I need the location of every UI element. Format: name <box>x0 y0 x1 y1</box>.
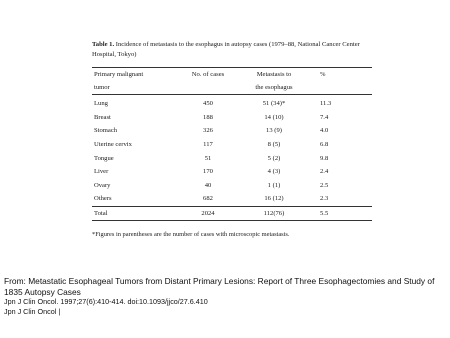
tumor-cell: Uterine cervix <box>94 141 132 149</box>
metastasis-cell: 14 (10) <box>264 113 284 121</box>
autopsy-metastasis-table <box>92 67 372 221</box>
cases-cell: 682 <box>203 195 213 203</box>
percent-cell: 4.0 <box>320 127 329 135</box>
cases-cell: 40 <box>204 181 212 189</box>
cases-cell: 117 <box>203 141 213 149</box>
percent-cell: 5.5 <box>310 206 372 221</box>
table-header-row <box>92 68 372 82</box>
metastasis-cell: 1 (1) <box>267 181 281 189</box>
header-cell: % <box>310 68 372 82</box>
table-row <box>92 124 372 138</box>
table-figure <box>92 40 372 238</box>
table-caption <box>92 40 372 59</box>
table-caption-label: Table 1. <box>92 41 115 48</box>
table-row <box>92 95 372 111</box>
percent-cell: 11.3 <box>320 100 332 108</box>
tumor-cell: Lung <box>94 100 108 108</box>
source-title: From: Metastatic Esophageal Tumors from Distant Primary Lesions: Report of Three Esophagectomies and Study of 1835 Autopsy Cases <box>4 276 435 297</box>
header-cell: Metastasis to <box>238 68 310 82</box>
header-cell: Primary malignant <box>92 68 178 82</box>
cases-cell: 450 <box>203 100 213 108</box>
tumor-cell: Total <box>92 206 178 221</box>
header-cell: tumor <box>92 81 178 95</box>
table-row <box>92 151 372 165</box>
metastasis-cell: 13 (9) <box>266 127 282 135</box>
percent-cell: 7.4 <box>320 113 329 121</box>
metastasis-cell: 112(76) <box>238 206 310 221</box>
source-citation <box>4 276 444 317</box>
percent-cell: 2.4 <box>320 168 329 176</box>
tumor-cell: Breast <box>94 113 111 121</box>
tumor-cell: Liver <box>94 168 109 176</box>
header-cell <box>310 81 372 95</box>
metastasis-cell: 51 (34)* <box>262 100 286 108</box>
table-row <box>92 165 372 179</box>
metastasis-cell: 8 (5) <box>267 141 281 149</box>
table-caption-text: Incidence of metastasis to the esophagus in autopsy cases (1979–88, National Cancer Center Hospital, Tokyo) <box>92 41 360 58</box>
metastasis-cell: 5 (2) <box>267 154 281 162</box>
cases-cell: 170 <box>203 168 213 176</box>
metastasis-cell: 16 (12) <box>264 195 284 203</box>
header-cell: the esophagus <box>238 81 310 95</box>
cases-cell: 51 <box>204 154 212 162</box>
tumor-cell: Ovary <box>94 181 111 189</box>
percent-cell: 2.5 <box>320 181 329 189</box>
percent-cell: 2.3 <box>320 195 329 203</box>
metastasis-cell: 4 (3) <box>267 168 281 176</box>
header-cell <box>178 81 238 95</box>
header-cell: No. of cases <box>178 68 238 82</box>
source-reference: Jpn J Clin Oncol. 1997;27(6):410-414. doi:10.1093/jjco/27.6.410 <box>4 297 208 307</box>
table-header-row <box>92 81 372 95</box>
cases-cell: 2024 <box>178 206 238 221</box>
table-row <box>92 111 372 125</box>
cases-cell: 188 <box>203 113 213 121</box>
tumor-cell: Stomach <box>94 127 118 135</box>
table-footnote: *Figures in parentheses are the number of cases with microscopic metastasis. <box>92 231 290 239</box>
table-row <box>92 179 372 193</box>
tumor-cell: Tongue <box>94 154 114 162</box>
tumor-cell: Others <box>94 195 112 203</box>
table-total-row <box>92 206 372 221</box>
cases-cell: 326 <box>203 127 213 135</box>
table-row <box>92 192 372 206</box>
percent-cell: 6.8 <box>320 141 329 149</box>
percent-cell: 9.8 <box>320 154 329 162</box>
table-row <box>92 138 372 152</box>
source-journal: Jpn J Clin Oncol | <box>4 307 61 317</box>
